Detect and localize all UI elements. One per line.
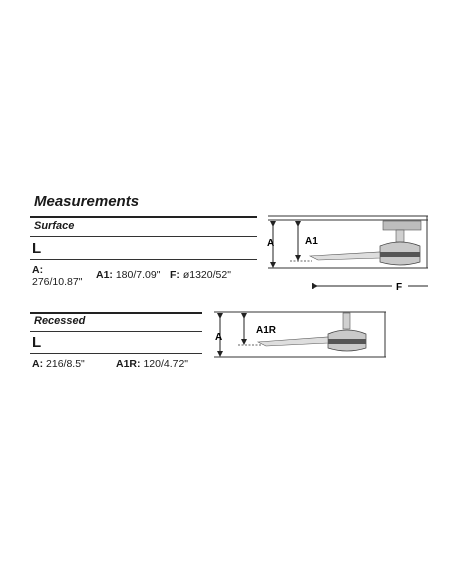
recessed-spec-a1r-value: 120/4.72" [143,358,189,370]
surface-spec-a-value: 276/10.87" [32,276,83,288]
surface-canopy [383,221,421,230]
recessed-label: Recessed [34,315,86,327]
surface-blade [310,252,380,260]
surface-label: Surface [34,220,75,232]
surface-spec-f-key: F: [170,269,180,281]
recessed-spec-a1r-key: A1R: [116,358,141,370]
recessed-downrod [343,313,350,329]
recessed-a-label: A [215,332,223,343]
surface-spec-a1-key: A1: [96,269,113,281]
recessed-model: L [32,334,42,351]
surface-a1-label: A1 [305,236,318,247]
surface-spec-f-value: ø1320/52" [182,269,231,281]
recessed-spec-a-key: A: [32,358,44,370]
surface-diagram [267,216,428,293]
recessed-diagram [214,312,386,357]
surface-spec-a-key: A: [32,264,44,276]
surface-a-label: A [267,238,275,249]
recessed-motor-band [328,339,366,344]
surface-f-label: F [396,282,403,293]
recessed-spec-a-value: 216/8.5" [46,358,85,370]
recessed-blade [258,337,328,346]
recessed-a1r-label: A1R [256,325,277,336]
page-title: Measurements [34,193,140,210]
surface-model: L [32,240,42,257]
surface-downrod [396,230,404,242]
surface-motor-band [380,252,420,257]
surface-spec-a1-value: 180/7.09" [115,269,161,281]
